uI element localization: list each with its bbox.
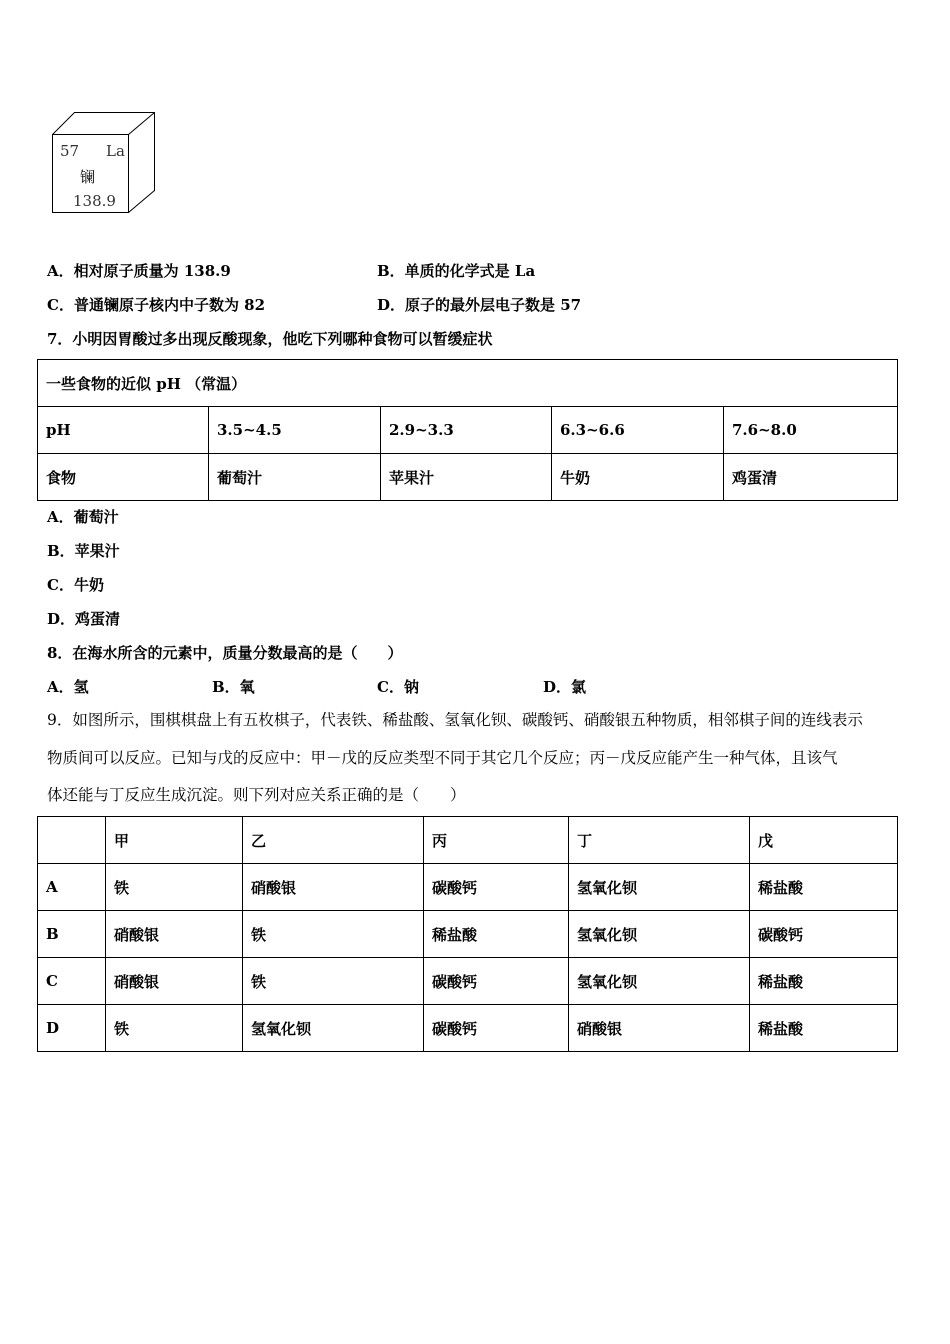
table-cell: 铁	[106, 864, 243, 911]
table-cell: 6.3~6.6	[552, 407, 724, 454]
q7-option-a: A．葡萄汁	[47, 508, 119, 526]
table-cell: 氢氧化钡	[569, 958, 750, 1005]
table-cell: 铁	[243, 958, 424, 1005]
table-cell: 葡萄汁	[209, 454, 381, 501]
q6-option-d: D．原子的最外层电子数是 57	[377, 296, 582, 314]
table-cell: 硝酸银	[106, 911, 243, 958]
table-cell: 氢氧化钡	[569, 864, 750, 911]
q8-option-a: A．氢	[47, 678, 89, 696]
table-cell: 稀盐酸	[424, 911, 569, 958]
q8-option-c: C．钠	[377, 678, 419, 696]
table-cell: 稀盐酸	[750, 958, 898, 1005]
ph-table-food-row	[38, 454, 898, 501]
table-header-cell	[38, 817, 106, 864]
table-cell: 碳酸钙	[750, 911, 898, 958]
table-cell: 铁	[106, 1005, 243, 1052]
table-cell: 稀盐酸	[750, 864, 898, 911]
table-row	[38, 958, 898, 1005]
table-cell: 鸡蛋清	[724, 454, 898, 501]
atomic-number: 57	[60, 142, 80, 160]
q6-option-a: A．相对原子质量为 138.9	[47, 262, 231, 280]
q9-question-line-3: 体还能与丁反应生成沉淀。则下列对应关系正确的是（ ）	[47, 786, 466, 804]
table-header-cell: 甲	[106, 817, 243, 864]
table-cell: 碳酸钙	[424, 864, 569, 911]
ph-table-title: 一些食物的近似 pH （常温）	[38, 360, 898, 407]
atomic-mass: 138.9	[73, 192, 116, 210]
table-cell: 3.5~4.5	[209, 407, 381, 454]
q9-question-line-2: 物质间可以反应。已知与戊的反应中：甲－戊的反应类型不同于其它几个反应；丙－戊反应能产生一种气体，且该气	[47, 749, 838, 767]
table-row	[38, 1005, 898, 1052]
table-cell: D	[38, 1005, 106, 1052]
table-cell: 牛奶	[552, 454, 724, 501]
table-cell: 氢氧化钡	[569, 911, 750, 958]
element-name: 镧	[80, 168, 96, 186]
table-cell: A	[38, 864, 106, 911]
table-cell: 氢氧化钡	[243, 1005, 424, 1052]
q9-table	[37, 816, 898, 1052]
table-row	[38, 911, 898, 958]
q7-option-d: D．鸡蛋清	[47, 610, 121, 628]
table-cell: pH	[38, 407, 209, 454]
q7-option-b: B．苹果汁	[47, 542, 120, 560]
table-cell: 碳酸钙	[424, 958, 569, 1005]
table-cell: 硝酸银	[106, 958, 243, 1005]
table-header-cell: 丙	[424, 817, 569, 864]
table-cell: C	[38, 958, 106, 1005]
table-header-cell: 丁	[569, 817, 750, 864]
q7-question: 7．小明因胃酸过多出现反酸现象，他吃下列哪种食物可以暂缓症状	[47, 330, 493, 348]
q8-option-d: D．氯	[543, 678, 587, 696]
ph-table	[37, 359, 898, 501]
table-cell: 食物	[38, 454, 209, 501]
ph-table-title-row	[38, 360, 898, 407]
table-cell: 7.6~8.0	[724, 407, 898, 454]
table-row	[38, 864, 898, 911]
table-header-cell: 乙	[243, 817, 424, 864]
table-cell: 碳酸钙	[424, 1005, 569, 1052]
q6-option-c: C．普通镧原子核内中子数为 82	[47, 296, 266, 314]
q8-option-b: B．氧	[212, 678, 255, 696]
table-cell: 稀盐酸	[750, 1005, 898, 1052]
q6-option-b: B．单质的化学式是 La	[377, 262, 536, 280]
lanthanum-element-card	[50, 110, 158, 216]
table-cell: 硝酸银	[243, 864, 424, 911]
q9-table-header-row	[38, 817, 898, 864]
table-cell: 2.9~3.3	[381, 407, 552, 454]
q7-option-c: C．牛奶	[47, 576, 104, 594]
table-header-cell: 戊	[750, 817, 898, 864]
ph-table-ph-row	[38, 407, 898, 454]
table-cell: 铁	[243, 911, 424, 958]
element-symbol: La	[106, 142, 125, 160]
table-cell: 硝酸银	[569, 1005, 750, 1052]
table-cell: B	[38, 911, 106, 958]
q8-question: 8．在海水所含的元素中，质量分数最高的是（ ）	[47, 644, 403, 662]
q9-question-line-1: 9．如图所示，围棋棋盘上有五枚棋子，代表铁、稀盐酸、氢氧化钡、碳酸钙、硝酸银五种物质，相邻棋子间的连线表示	[47, 711, 863, 729]
table-cell: 苹果汁	[381, 454, 552, 501]
